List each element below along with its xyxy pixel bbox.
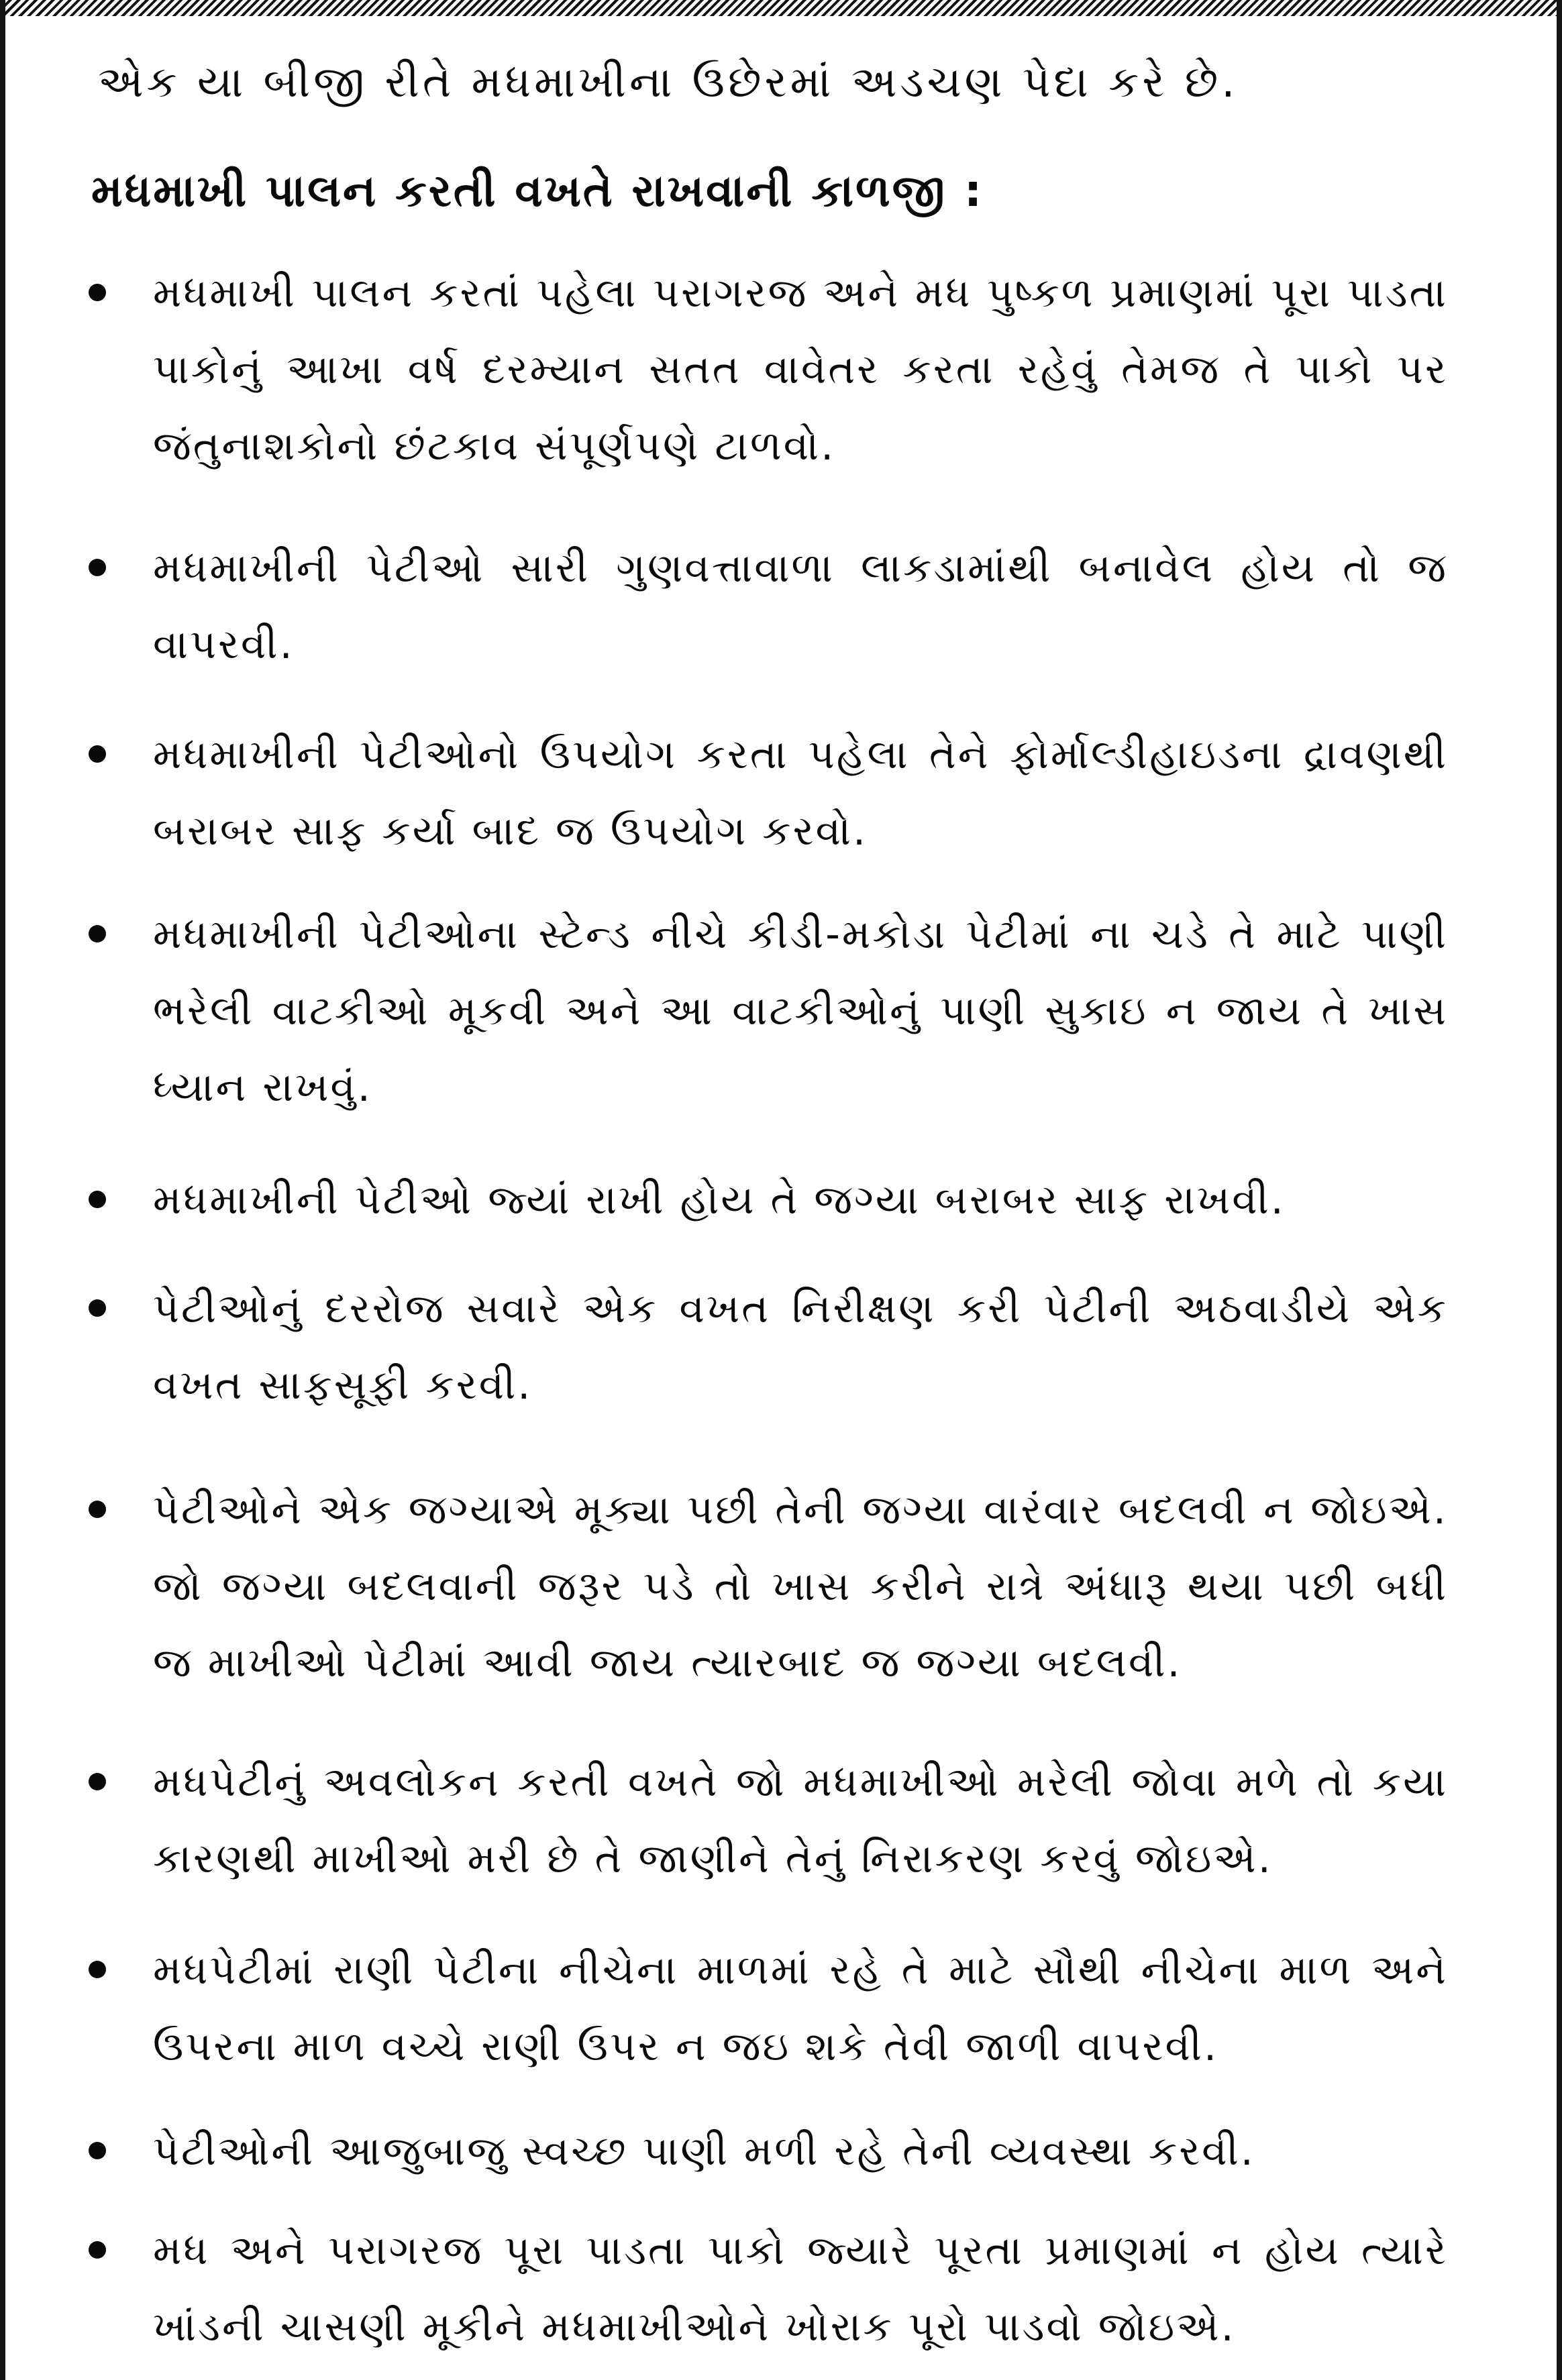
bullet-dot [89,1501,106,1518]
bullet-dot [89,745,106,763]
bullet-dot [89,2241,106,2259]
bullet-text-7: પેટીઓને એક જગ્યાએ મૂક્યા પછી તેની જગ્યા વારંવાર બદલવી ન જોઇએ. જો જગ્યા બદલવાની જરૂર પડે તો ખાસ કરીને રાત્રે અંધારૂ થયા પછી બધી જ માખીઓ પેટીમાં આવી જાય ત્યારબાદ જ જગ્યા બદલવી. [153,1486,1448,1686]
section-heading: મધમાખી પાલન કરતી વખતે રાખવાની કાળજી : [91,165,984,217]
bullet-text-9: મધપેટીમાં રાણી પેટીના નીચેના માળમાં રહે તે માટે સૌથી નીચેના માળ અને ઉપરના માળ વચ્ચે રાણી ઉપર ન જઇ શકે તેવી જાળી વાપરવી. [153,1947,1448,2070]
bullet-dot [89,284,106,301]
bullet-text-8: મધપેટીનું અવલોકન કરતી વખતે જો મધમાખીઓ મરેલી જોવા મળે તો કયા કારણથી માખીઓ મરી છે તે જાણીને તેનું નિરાકરણ કરવું જોઇએ. [153,1759,1448,1882]
bullet-text-4: મધમાખીની પેટીઓના સ્ટેન્ડ નીચે કીડી-મકોડા પેટીમાં ના ચડે તે માટે પાણી ભરેલી વાટકીઓ મૂકવી અને આ વાટકીઓનું પાણી સુકાઇ ન જાય તે ખાસ ધ્યાન રાખવું. [153,911,1448,1111]
bullet-dot [89,925,106,942]
bullet-dot [89,559,106,576]
bullet-text-10: પેટીઓની આજુબાજુ સ્વચ્છ પાણી મળી રહે તેની વ્યવસ્થા કરવી. [153,2128,1255,2175]
bullet-text-5: મધમાખીની પેટીઓ જ્યાં રાખી હોય તે જગ્યા બરાબર સાફ રાખવી. [153,1177,1286,1224]
bullet-dot [89,2142,106,2159]
bullet-dot [89,1191,106,1208]
intro-line: એક યા બીજી રીતે મધમાખીના ઉછેરમાં અડચણ પેદા કરે છે. [98,58,1239,107]
bullet-dot [89,1773,106,1790]
bullet-dot [89,1299,106,1317]
bullet-text-6: પેટીઓનું દરરોજ સવારે એક વખત નિરીક્ષણ કરી પેટીની અઠવાડીયે એક વખત સાફસૂફી કરવી. [153,1285,1448,1409]
bullet-text-2: મધમાખીની પેટીઓ સારી ગુણવત્તાવાળા લાકડામાંથી બનાવેલ હોય તો જ વાપરવી. [153,545,1448,668]
bullet-text-3: મધમાખીની પેટીઓનો ઉપયોગ કરતા પહેલા તેને ફોર્માલ્ડીહાઇડના દ્રાવણથી બરાબર સાફ કર્યા બાદ જ ઉપયોગ કરવો. [153,731,1448,855]
bullet-dot [89,1961,106,1978]
bullet-text-1: મધમાખી પાલન કરતાં પહેલા પરાગરજ અને મધ પુષ્કળ પ્રમાણમાં પૂરા પાડતા પાકોનું આખા વર્ષ દરમ્યાન સતત વાવેતર કરતા રહેવું તેમજ તે પાકો પર જંતુનાશકોનો છંટકાવ સંપૂર્ણપણે ટાળવો. [153,270,1448,470]
bullet-text-11: મધ અને પરાગરજ પૂરા પાડતા પાકો જ્યારે પૂરતા પ્રમાણમાં ન હોય ત્યારે ખાંડની ચાસણી મૂકીને મધમાખીઓને ખોરાક પૂરો પાડવો જોઇએ. [153,2227,1448,2350]
